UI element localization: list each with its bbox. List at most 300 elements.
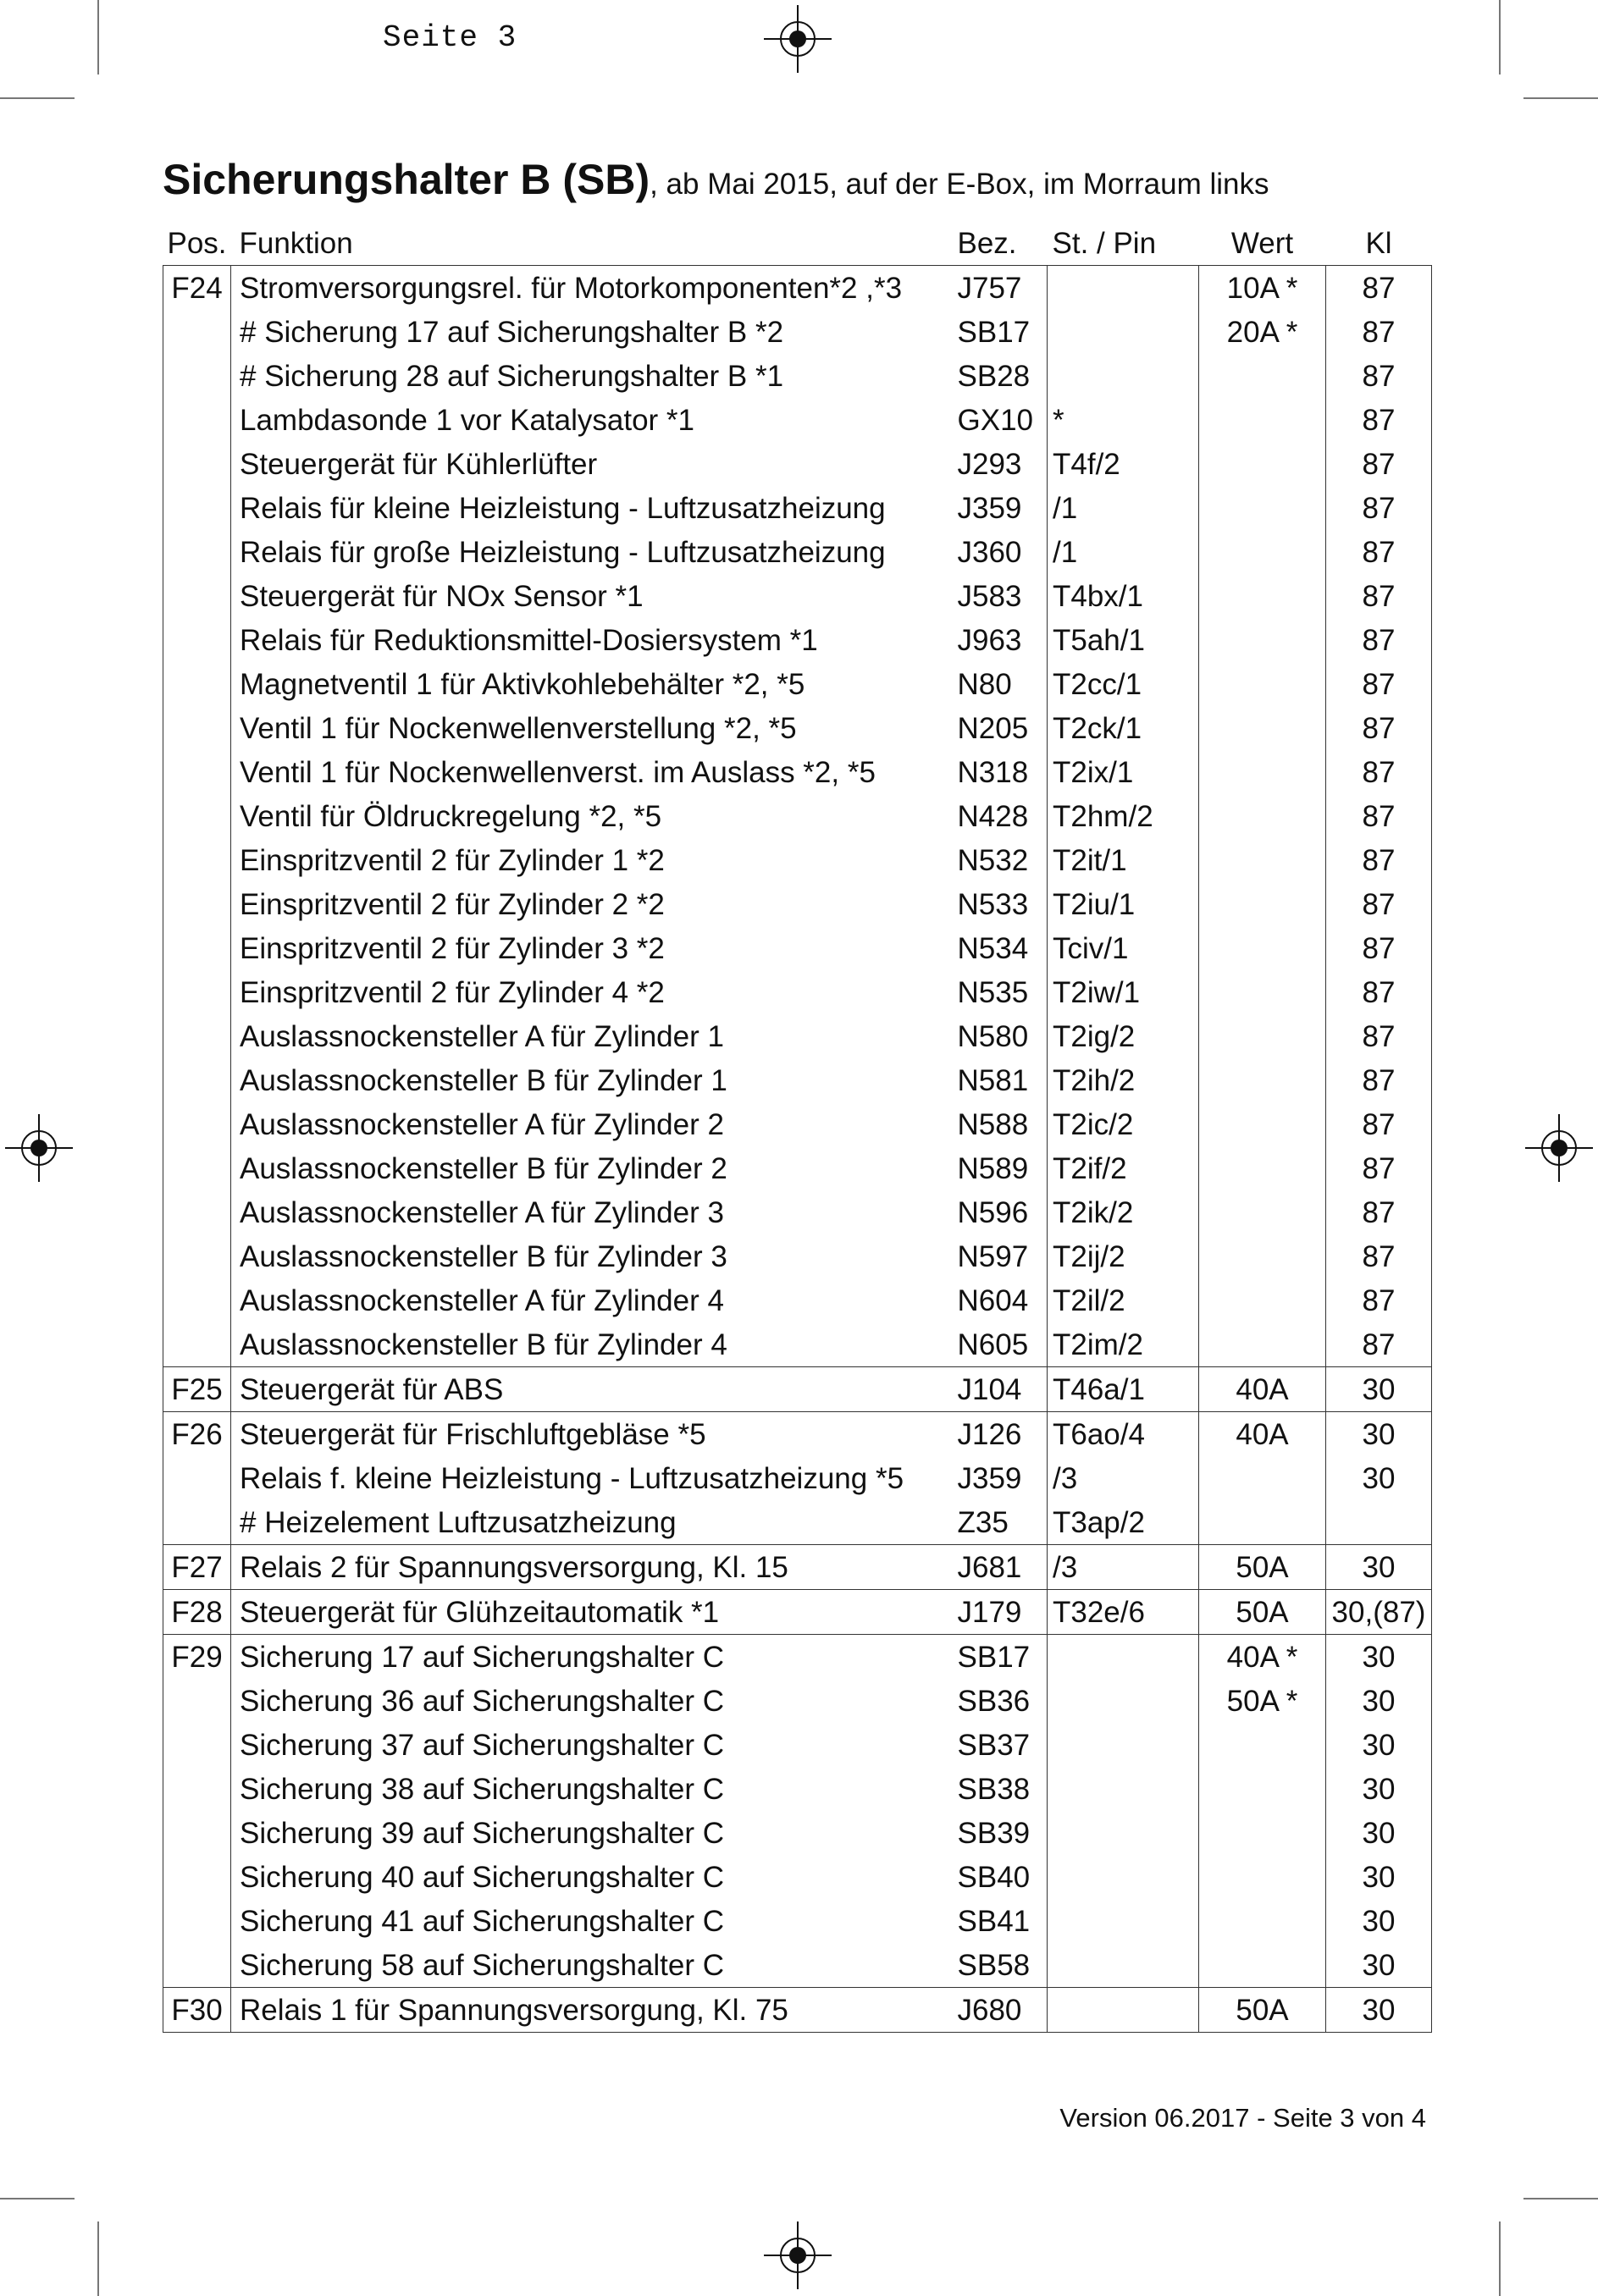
- table-row: [163, 310, 1432, 354]
- cell-kl: 87: [1326, 882, 1432, 926]
- crop-mark: [1499, 2221, 1501, 2296]
- cell-pin: T5ah/1: [1048, 618, 1199, 662]
- table-row: [163, 1058, 1432, 1102]
- cell-funktion: # Heizelement Luftzusatzheizung: [240, 1505, 677, 1539]
- cell-pin: T2ck/1: [1048, 706, 1199, 750]
- cell-funktion: Relais für Reduktionsmittel-Dosiersystem *1: [240, 623, 818, 657]
- cell-wert: [1199, 1058, 1326, 1102]
- cell-funktion: # Sicherung 17 auf Sicherungshalter B *2: [240, 315, 784, 349]
- registration-mark-icon: [764, 2221, 832, 2289]
- cell-pin: /1: [1048, 530, 1199, 574]
- table-row: [163, 1679, 1432, 1723]
- cell-wert: [1199, 750, 1326, 794]
- cell-kl: 87: [1326, 530, 1432, 574]
- cell-funktion: Sicherung 37 auf Sicherungshalter C: [240, 1728, 725, 1762]
- table-row: [163, 882, 1432, 926]
- title-bold: Sicherungshalter B (SB): [163, 156, 650, 203]
- cell-kl: 87: [1326, 706, 1432, 750]
- table-row: [163, 1146, 1432, 1190]
- table-row: [163, 354, 1432, 398]
- cell-pos: [163, 1456, 231, 1500]
- cell-pos: [163, 618, 231, 662]
- cell-pin: [1048, 266, 1199, 311]
- cell-wert: [1199, 354, 1326, 398]
- cell-bez: J359: [957, 491, 1022, 525]
- cell-bez: GX10: [957, 403, 1033, 437]
- table-row: [163, 1190, 1432, 1234]
- table-row: [163, 1014, 1432, 1058]
- cell-pin: *: [1048, 398, 1199, 442]
- table-row: [163, 442, 1432, 486]
- cell-pin: [1048, 1635, 1199, 1680]
- cell-bez: N588: [957, 1107, 1029, 1141]
- cell-funktion: Relais für kleine Heizleistung - Luftzusatzheizung: [240, 491, 886, 525]
- cell-bez: SB38: [957, 1772, 1031, 1806]
- cell-wert: [1199, 1014, 1326, 1058]
- cell-wert: [1199, 1190, 1326, 1234]
- cell-pin: T2ig/2: [1048, 1014, 1199, 1058]
- cell-bez: J179: [958, 1590, 1048, 1635]
- cell-pos: [163, 1234, 231, 1278]
- cell-pos: [163, 838, 231, 882]
- cell-pos: [163, 1723, 231, 1767]
- table-row: [163, 1943, 1432, 1988]
- cell-wert: [1199, 1767, 1326, 1811]
- cell-wert: 50A *: [1199, 1679, 1326, 1723]
- cell-wert: 40A *: [1199, 1635, 1326, 1680]
- cell-bez: N605: [957, 1327, 1029, 1361]
- cell-pos: [163, 1679, 231, 1723]
- cell-wert: 40A: [1199, 1367, 1326, 1412]
- cell-kl: 87: [1326, 310, 1432, 354]
- cell-wert: [1199, 1102, 1326, 1146]
- cell-kl: 30: [1326, 1723, 1432, 1767]
- cell-bez: J104: [958, 1367, 1048, 1412]
- cell-wert: 50A: [1199, 1545, 1326, 1590]
- cell-wert: 20A *: [1199, 310, 1326, 354]
- table-row: [163, 1456, 1432, 1500]
- cell-kl: 30: [1326, 1367, 1432, 1412]
- cell-funktion: Steuergerät für NOx Sensor *1: [240, 579, 644, 613]
- cell-kl: 87: [1326, 794, 1432, 838]
- cell-pin: /1: [1048, 486, 1199, 530]
- cell-pos: F27: [163, 1545, 231, 1590]
- cell-pos: [163, 486, 231, 530]
- header-wert: Wert: [1230, 227, 1294, 260]
- cell-pin: T2iw/1: [1048, 970, 1199, 1014]
- cell-funktion: Auslassnockensteller B für Zylinder 3: [240, 1239, 727, 1273]
- cell-kl: 30,(87): [1326, 1590, 1432, 1635]
- table-row: [163, 838, 1432, 882]
- cell-bez: N318: [957, 755, 1029, 789]
- cell-funktion: Ventil für Öldruckregelung *2, *5: [240, 799, 662, 833]
- cell-pos: [163, 1278, 231, 1322]
- cell-pos: [163, 1322, 231, 1367]
- page-label: Seite 3: [383, 20, 517, 55]
- cell-funktion: Einspritzventil 2 für Zylinder 4 *2: [240, 975, 665, 1009]
- cell-kl: 30: [1326, 1855, 1432, 1899]
- cell-bez: N596: [957, 1195, 1029, 1229]
- cell-bez: N535: [957, 975, 1029, 1009]
- crop-mark: [0, 2198, 75, 2199]
- table-row: [163, 1102, 1432, 1146]
- cell-bez: J681: [958, 1545, 1048, 1590]
- table-row: [163, 266, 1432, 311]
- cell-pin: T6ao/4: [1048, 1412, 1199, 1457]
- cell-kl: [1326, 1500, 1432, 1545]
- cell-kl: 87: [1326, 1102, 1432, 1146]
- cell-wert: [1199, 442, 1326, 486]
- cell-wert: [1199, 486, 1326, 530]
- cell-kl: 30: [1326, 1943, 1432, 1988]
- cell-pin: T3ap/2: [1048, 1500, 1199, 1545]
- cell-funktion: Relais 2 für Spannungsversorgung, Kl. 15: [231, 1545, 958, 1590]
- cell-wert: [1199, 926, 1326, 970]
- cell-wert: [1199, 1278, 1326, 1322]
- cell-pin: T32e/6: [1048, 1590, 1199, 1635]
- cell-bez: J359: [957, 1461, 1022, 1495]
- cell-pin: T2cc/1: [1048, 662, 1199, 706]
- cell-pos: [163, 442, 231, 486]
- cell-pos: [163, 1767, 231, 1811]
- cell-pin: [1048, 310, 1199, 354]
- cell-funktion: Relais f. kleine Heizleistung - Luftzusatzheizung *5: [240, 1461, 904, 1495]
- cell-kl: 30: [1326, 1412, 1432, 1457]
- cell-funktion: Steuergerät für Kühlerlüfter: [240, 447, 598, 481]
- fuse-table: [163, 222, 1432, 2033]
- cell-bez: N533: [957, 887, 1029, 921]
- cell-pos: [163, 1899, 231, 1943]
- cell-wert: [1199, 794, 1326, 838]
- cell-funktion: Sicherung 38 auf Sicherungshalter C: [240, 1772, 725, 1806]
- cell-kl: 87: [1326, 1146, 1432, 1190]
- cell-pin: [1048, 1899, 1199, 1943]
- cell-bez: SB28: [957, 359, 1031, 393]
- cell-wert: [1199, 662, 1326, 706]
- crop-mark: [1523, 2198, 1598, 2199]
- cell-pin: T2im/2: [1048, 1322, 1199, 1367]
- cell-kl: 30: [1326, 1988, 1432, 2033]
- cell-kl: 87: [1326, 970, 1432, 1014]
- cell-bez: Z35: [957, 1505, 1009, 1539]
- cell-funktion: Auslassnockensteller B für Zylinder 1: [240, 1063, 727, 1097]
- cell-pin: T2ic/2: [1048, 1102, 1199, 1146]
- header-pin: St. / Pin: [1052, 227, 1157, 260]
- header-funktion: Funktion: [239, 227, 353, 260]
- cell-wert: [1199, 838, 1326, 882]
- cell-funktion: Sicherung 58 auf Sicherungshalter C: [240, 1948, 725, 1982]
- table-row: [163, 662, 1432, 706]
- cell-pos: [163, 926, 231, 970]
- cell-funktion: Sicherung 39 auf Sicherungshalter C: [240, 1816, 725, 1850]
- cell-kl: 30: [1326, 1679, 1432, 1723]
- table-row: [163, 1590, 1432, 1635]
- crop-mark: [1499, 0, 1501, 75]
- cell-funktion: Sicherung 36 auf Sicherungshalter C: [240, 1684, 725, 1718]
- cell-kl: 87: [1326, 354, 1432, 398]
- cell-pin: [1048, 1855, 1199, 1899]
- table-row: [163, 750, 1432, 794]
- cell-kl: 87: [1326, 618, 1432, 662]
- table-row: [163, 1500, 1432, 1545]
- cell-wert: [1199, 706, 1326, 750]
- table-row: [163, 1635, 1432, 1680]
- cell-pin: T2iu/1: [1048, 882, 1199, 926]
- cell-wert: [1199, 1899, 1326, 1943]
- cell-kl: 30: [1326, 1899, 1432, 1943]
- cell-pos: [163, 1855, 231, 1899]
- cell-funktion: Steuergerät für ABS: [231, 1367, 958, 1412]
- cell-bez: J757: [958, 266, 1048, 311]
- cell-kl: 30: [1326, 1545, 1432, 1590]
- cell-bez: SB58: [957, 1948, 1031, 1982]
- cell-wert: [1199, 398, 1326, 442]
- cell-kl: 87: [1326, 750, 1432, 794]
- registration-mark-icon: [5, 1114, 73, 1182]
- cell-bez: SB36: [957, 1684, 1031, 1718]
- cell-wert: 40A: [1199, 1412, 1326, 1457]
- cell-pin: [1048, 1767, 1199, 1811]
- table-body: [163, 266, 1432, 2033]
- cell-pin: T2il/2: [1048, 1278, 1199, 1322]
- cell-pos: [163, 1190, 231, 1234]
- cell-pin: T4f/2: [1048, 442, 1199, 486]
- cell-pos: [163, 1811, 231, 1855]
- table-header-row: [163, 222, 1432, 266]
- table-row: [163, 530, 1432, 574]
- table-row: [163, 1988, 1432, 2033]
- cell-pos: F28: [163, 1590, 231, 1635]
- table-row: [163, 1767, 1432, 1811]
- registration-mark-icon: [1525, 1114, 1593, 1182]
- crop-mark: [0, 97, 75, 99]
- cell-pos: [163, 662, 231, 706]
- cell-funktion: Sicherung 41 auf Sicherungshalter C: [240, 1904, 725, 1938]
- cell-bez: N580: [957, 1019, 1029, 1053]
- cell-pos: [163, 882, 231, 926]
- cell-bez: N532: [957, 843, 1029, 877]
- cell-bez: J126: [958, 1412, 1048, 1457]
- cell-funktion: Lambdasonde 1 vor Katalysator *1: [240, 403, 694, 437]
- cell-pos: [163, 970, 231, 1014]
- cell-wert: 50A: [1199, 1988, 1326, 2033]
- table-row: [163, 486, 1432, 530]
- table-row: [163, 1234, 1432, 1278]
- cell-wert: [1199, 1943, 1326, 1988]
- cell-funktion: Sicherung 40 auf Sicherungshalter C: [240, 1860, 725, 1894]
- table-row: [163, 574, 1432, 618]
- cell-wert: [1199, 1723, 1326, 1767]
- cell-bez: N205: [957, 711, 1029, 745]
- header-pos: Pos.: [167, 227, 227, 260]
- cell-funktion: Auslassnockensteller B für Zylinder 2: [240, 1151, 727, 1185]
- cell-pos: [163, 530, 231, 574]
- table-row: [163, 794, 1432, 838]
- cell-funktion: Auslassnockensteller B für Zylinder 4: [240, 1327, 727, 1361]
- header-bez: Bez.: [957, 227, 1017, 260]
- cell-pin: [1048, 1943, 1199, 1988]
- table-row: [163, 1322, 1432, 1367]
- cell-funktion: Magnetventil 1 für Aktivkohlebehälter *2, *5: [240, 667, 805, 701]
- cell-kl: 87: [1326, 266, 1432, 311]
- cell-kl: 87: [1326, 838, 1432, 882]
- cell-funktion: Sicherung 17 auf Sicherungshalter C: [231, 1635, 958, 1680]
- cell-kl: 87: [1326, 1058, 1432, 1102]
- cell-pos: [163, 1102, 231, 1146]
- cell-pin: T4bx/1: [1048, 574, 1199, 618]
- title-rest: , ab Mai 2015, auf der E-Box, im Morraum links: [650, 168, 1269, 201]
- cell-funktion: # Sicherung 28 auf Sicherungshalter B *1: [240, 359, 784, 393]
- cell-bez: J583: [957, 579, 1022, 613]
- cell-bez: SB39: [957, 1816, 1031, 1850]
- cell-bez: N589: [957, 1151, 1029, 1185]
- cell-pos: F24: [163, 266, 231, 311]
- cell-pos: F30: [163, 1988, 231, 2033]
- cell-bez: N597: [957, 1239, 1029, 1273]
- table-row: [163, 1412, 1432, 1457]
- table-row: [163, 1855, 1432, 1899]
- crop-mark: [1523, 97, 1598, 99]
- cell-pin: Tciv/1: [1048, 926, 1199, 970]
- cell-pin: T2ij/2: [1048, 1234, 1199, 1278]
- cell-kl: 87: [1326, 398, 1432, 442]
- cell-wert: [1199, 1322, 1326, 1367]
- cell-kl: 87: [1326, 442, 1432, 486]
- cell-bez: N604: [957, 1283, 1029, 1317]
- cell-bez: SB17: [957, 315, 1031, 349]
- cell-wert: 10A *: [1199, 266, 1326, 311]
- cell-wert: [1199, 1456, 1326, 1500]
- cell-kl: 87: [1326, 926, 1432, 970]
- cell-funktion: Relais 1 für Spannungsversorgung, Kl. 75: [231, 1988, 958, 2033]
- cell-pin: T2if/2: [1048, 1146, 1199, 1190]
- cell-bez: J293: [957, 447, 1022, 481]
- registration-mark-icon: [764, 5, 832, 73]
- cell-pos: [163, 750, 231, 794]
- page-title: [163, 155, 1269, 204]
- cell-pin: T2ik/2: [1048, 1190, 1199, 1234]
- cell-funktion: Ventil 1 für Nockenwellenverstellung *2, *5: [240, 711, 797, 745]
- cell-kl: 30: [1326, 1767, 1432, 1811]
- table-row: [163, 1278, 1432, 1322]
- cell-funktion: Ventil 1 für Nockenwellenverst. im Auslass *2, *5: [240, 755, 876, 789]
- cell-pos: [163, 1943, 231, 1988]
- cell-pin: /3: [1048, 1456, 1199, 1500]
- cell-pos: [163, 574, 231, 618]
- cell-pin: T2ih/2: [1048, 1058, 1199, 1102]
- cell-pos: F26: [163, 1412, 231, 1457]
- header-kl: Kl: [1365, 227, 1392, 260]
- cell-bez: SB41: [957, 1904, 1031, 1938]
- cell-pos: [163, 354, 231, 398]
- cell-pin: [1048, 1723, 1199, 1767]
- cell-kl: 87: [1326, 1278, 1432, 1322]
- table-row: [163, 1367, 1432, 1412]
- cell-funktion: Steuergerät für Glühzeitautomatik *1: [231, 1590, 958, 1635]
- cell-wert: [1199, 1855, 1326, 1899]
- cell-funktion: Auslassnockensteller A für Zylinder 4: [240, 1283, 724, 1317]
- cell-wert: [1199, 1146, 1326, 1190]
- cell-pos: [163, 794, 231, 838]
- cell-kl: 87: [1326, 1014, 1432, 1058]
- cell-funktion: Relais für große Heizleistung - Luftzusatzheizung: [240, 535, 886, 569]
- cell-funktion: Steuergerät für Frischluftgebläse *5: [231, 1412, 958, 1457]
- cell-pin: T46a/1: [1048, 1367, 1199, 1412]
- cell-bez: N581: [957, 1063, 1029, 1097]
- table-row: [163, 618, 1432, 662]
- cell-bez: J963: [957, 623, 1022, 657]
- cell-kl: 87: [1326, 1234, 1432, 1278]
- table-row: [163, 926, 1432, 970]
- cell-kl: 87: [1326, 662, 1432, 706]
- cell-kl: 30: [1326, 1635, 1432, 1680]
- cell-bez: J680: [958, 1988, 1048, 2033]
- cell-wert: [1199, 530, 1326, 574]
- cell-pos: [163, 1014, 231, 1058]
- cell-pin: [1048, 354, 1199, 398]
- cell-funktion: Einspritzventil 2 für Zylinder 2 *2: [240, 887, 665, 921]
- table-row: [163, 398, 1432, 442]
- cell-pin: T2ix/1: [1048, 750, 1199, 794]
- cell-kl: 30: [1326, 1811, 1432, 1855]
- cell-wert: [1199, 1500, 1326, 1545]
- cell-pos: [163, 1500, 231, 1545]
- table-row: [163, 970, 1432, 1014]
- cell-pin: [1048, 1679, 1199, 1723]
- cell-wert: [1199, 574, 1326, 618]
- cell-kl: 87: [1326, 1190, 1432, 1234]
- cell-funktion: Einspritzventil 2 für Zylinder 3 *2: [240, 931, 665, 965]
- cell-pin: T2hm/2: [1048, 794, 1199, 838]
- cell-funktion: Auslassnockensteller A für Zylinder 1: [240, 1019, 724, 1053]
- cell-wert: [1199, 882, 1326, 926]
- table-row: [163, 1723, 1432, 1767]
- cell-pos: F25: [163, 1367, 231, 1412]
- cell-wert: 50A: [1199, 1590, 1326, 1635]
- cell-funktion: Auslassnockensteller A für Zylinder 3: [240, 1195, 724, 1229]
- cell-funktion: Auslassnockensteller A für Zylinder 2: [240, 1107, 724, 1141]
- cell-pos: [163, 310, 231, 354]
- cell-bez: SB17: [958, 1635, 1048, 1680]
- cell-pin: /3: [1048, 1545, 1199, 1590]
- cell-pos: [163, 398, 231, 442]
- cell-kl: 87: [1326, 486, 1432, 530]
- cell-pin: [1048, 1811, 1199, 1855]
- cell-pin: T2it/1: [1048, 838, 1199, 882]
- cell-funktion: Einspritzventil 2 für Zylinder 1 *2: [240, 843, 665, 877]
- cell-bez: N428: [957, 799, 1029, 833]
- footer-version: Version 06.2017 - Seite 3 von 4: [1059, 2103, 1426, 2133]
- cell-bez: J360: [957, 535, 1022, 569]
- cell-wert: [1199, 970, 1326, 1014]
- cell-funktion: Stromversorgungsrel. für Motorkomponenten*2 ,*3: [231, 266, 958, 311]
- cell-pos: [163, 1146, 231, 1190]
- cell-pos: [163, 1058, 231, 1102]
- cell-bez: N80: [957, 667, 1012, 701]
- cell-kl: 87: [1326, 1322, 1432, 1367]
- cell-bez: SB40: [957, 1860, 1031, 1894]
- cell-pin: [1048, 1988, 1199, 2033]
- crop-mark: [97, 2221, 99, 2296]
- crop-mark: [97, 0, 99, 75]
- table-row: [163, 1545, 1432, 1590]
- cell-wert: [1199, 1811, 1326, 1855]
- cell-bez: N534: [957, 931, 1029, 965]
- cell-wert: [1199, 1234, 1326, 1278]
- cell-wert: [1199, 618, 1326, 662]
- cell-bez: SB37: [957, 1728, 1031, 1762]
- table-row: [163, 1811, 1432, 1855]
